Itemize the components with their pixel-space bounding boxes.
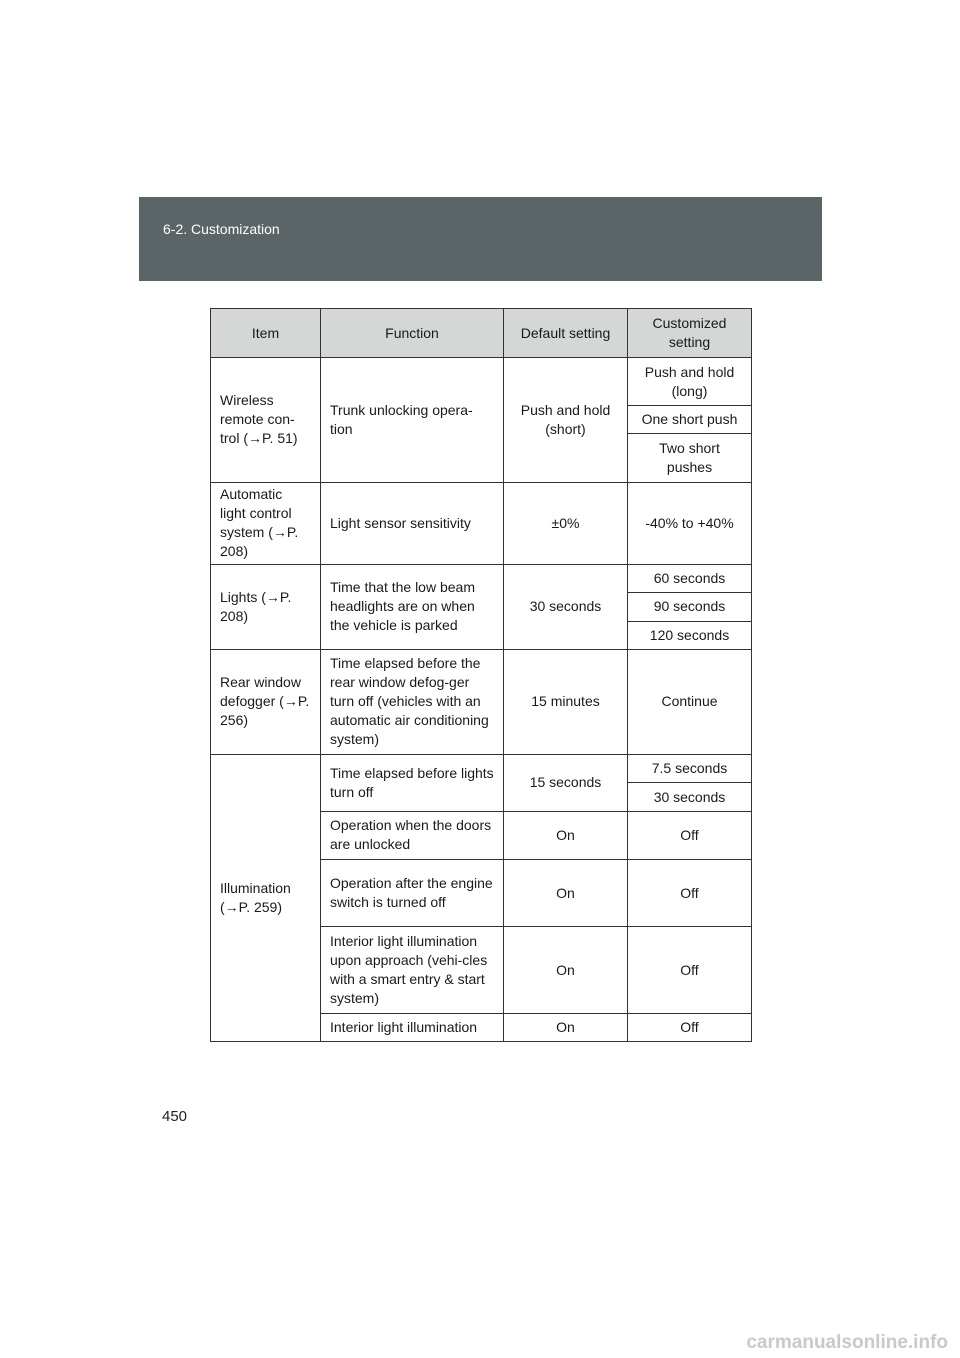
item-cell: Lights (→P. 208) — [211, 565, 321, 649]
default-cell: On — [504, 1013, 628, 1041]
default-cell: Push and hold (short) — [504, 358, 628, 483]
table-row — [211, 755, 752, 783]
default-cell: 15 seconds — [504, 755, 628, 811]
section-header-band — [139, 197, 822, 281]
header-custom: Customized setting — [628, 309, 752, 358]
item-cell: Rear window defogger (→P. 256) — [211, 649, 321, 755]
custom-cell: Push and hold (long) — [628, 358, 752, 406]
default-cell: 15 minutes — [504, 649, 628, 755]
table-header-row — [211, 309, 752, 358]
function-cell: Interior light illumination — [321, 1013, 504, 1041]
header-item: Item — [211, 309, 321, 358]
function-cell: Trunk unlocking opera-tion — [321, 358, 504, 483]
table-row — [211, 649, 752, 755]
function-cell: Operation after the engine switch is turned off — [321, 859, 504, 926]
custom-cell: 120 seconds — [628, 621, 752, 649]
function-cell: Time that the low beam headlights are on when the vehicle is parked — [321, 565, 504, 649]
function-cell: Interior light illumination upon approach (vehi-cles with a smart entry & start system) — [321, 927, 504, 1014]
custom-cell: 60 seconds — [628, 565, 752, 593]
function-cell: Time elapsed before the rear window defog-ger turn off (vehicles with an automatic air conditioning system) — [321, 649, 504, 755]
default-cell: On — [504, 927, 628, 1014]
custom-cell: -40% to +40% — [628, 482, 752, 564]
item-cell: Automatic light control system (→P. 208) — [211, 482, 321, 564]
watermark: carmanualsonline.info — [746, 1332, 948, 1353]
page-number: 450 — [162, 1108, 188, 1125]
item-cell: Wireless remote con-trol (→P. 51) — [211, 358, 321, 483]
function-cell: Operation when the doors are unlocked — [321, 811, 504, 859]
item-cell: Illumination (→P. 259) — [211, 755, 321, 1042]
default-cell: On — [504, 859, 628, 926]
table-row — [211, 565, 752, 593]
custom-cell: Continue — [628, 649, 752, 755]
header-default: Default setting — [504, 309, 628, 358]
default-cell: ±0% — [504, 482, 628, 564]
custom-cell: Off — [628, 859, 752, 926]
table-row — [211, 358, 752, 406]
custom-cell: 7.5 seconds — [628, 755, 752, 783]
custom-cell: One short push — [628, 406, 752, 434]
custom-cell: Off — [628, 927, 752, 1014]
custom-cell: Two short pushes — [628, 434, 752, 482]
customization-table — [210, 308, 752, 1042]
function-cell: Light sensor sensitivity — [321, 482, 504, 564]
function-cell: Time elapsed before lights turn off — [321, 755, 504, 811]
custom-cell: 90 seconds — [628, 593, 752, 621]
custom-cell: Off — [628, 811, 752, 859]
table-row — [211, 482, 752, 564]
default-cell: On — [504, 811, 628, 859]
header-function: Function — [321, 309, 504, 358]
custom-cell: Off — [628, 1013, 752, 1041]
custom-cell: 30 seconds — [628, 783, 752, 811]
section-title: 6-2. Customization — [163, 221, 280, 237]
default-cell: 30 seconds — [504, 565, 628, 649]
